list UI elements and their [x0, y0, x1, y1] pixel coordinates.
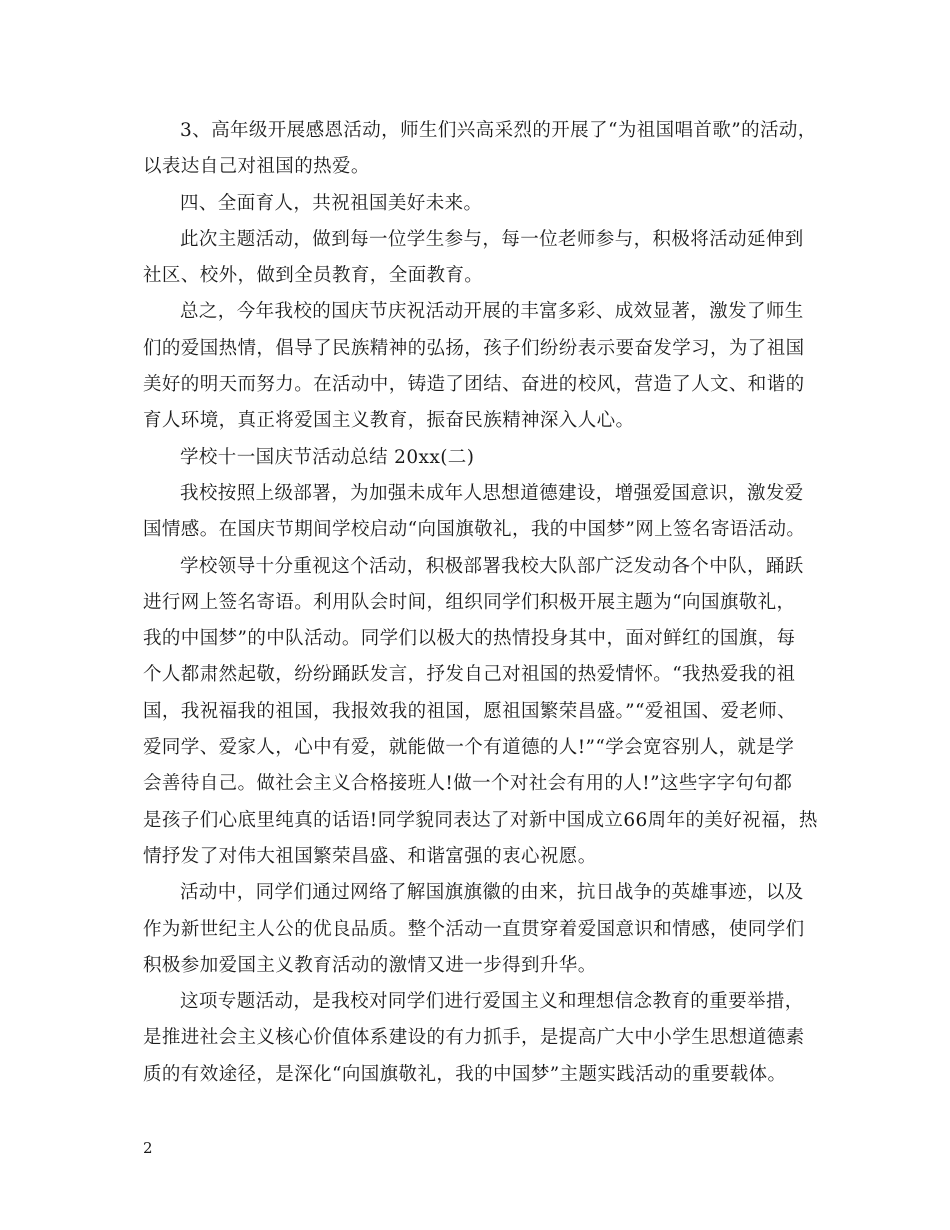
paragraph-line: 这项专题活动，是我校对同学们进行爱国主义和理想信念教育的重要举措，	[180, 991, 804, 1013]
paragraph-line: 们的爱国热情，倡导了民族精神的弘扬，孩子们纷纷表示要奋发学习，为了祖国	[143, 337, 805, 359]
paragraph-line: 我校按照上级部署，为加强未成年人思想道德建设，增强爱国意识，激发爱	[180, 482, 804, 504]
paragraph-line: 进行网上签名寄语。利用队会时间，组织同学们积极开展主题为“向国旗敬礼，	[143, 591, 796, 613]
page-number: 2	[143, 1139, 153, 1157]
paragraph-line: 是推进社会主义核心价值体系建设的有力抓手，是提高广大中小学生思想道德素	[143, 1027, 805, 1049]
paragraph-line: 会善待自己。做社会主义合格接班人!做一个对社会有用的人!”这些字字句句都	[143, 773, 793, 795]
paragraph-line: 育人环境，真正将爱国主义教育，振奋民族精神深入人心。	[143, 410, 635, 432]
paragraph-line: 以表达自己对祖国的热爱。	[143, 156, 370, 178]
paragraph-line: 此次主题活动，做到每一位学生参与，每一位老师参与，积极将活动延伸到	[180, 228, 804, 250]
paragraph-line: 四、全面育人，共祝祖国美好未来。	[180, 192, 483, 214]
paragraph	[143, 294, 811, 439]
document-body	[143, 113, 818, 1093]
paragraph	[143, 984, 811, 1093]
paragraph-line: 积极参加爱国主义教育活动的激情又进一步得到升华。	[143, 954, 597, 976]
paragraph	[143, 186, 811, 222]
paragraph-line: 学校十一国庆节活动总结 20xx(二)	[180, 446, 475, 468]
paragraph-line: 美好的明天而努力。在活动中，铸造了团结、奋进的校风，营造了人文、和谐的	[143, 374, 805, 396]
paragraph	[143, 440, 811, 476]
paragraph-line: 活动中，同学们通过网络了解国旗旗徽的由来，抗日战争的英雄事迹，以及	[180, 882, 804, 904]
paragraph	[143, 875, 811, 984]
paragraph-line: 是孩子们心底里纯真的话语!同学貌同表达了对新中国成立66周年的美好祝福，热	[143, 809, 818, 831]
paragraph-line: 我的中国梦”的中队活动。同学们以极大的热情投身其中，面对鲜红的国旗，每	[143, 628, 796, 650]
paragraph-line: 社区、校外，做到全员教育，全面教育。	[143, 265, 484, 287]
paragraph-line: 作为新世纪主人公的优良品质。整个活动一直贯穿着爱国意识和情感，使同学们	[143, 918, 805, 940]
paragraph	[143, 476, 811, 549]
paragraph-line: 情抒发了对伟大祖国繁荣昌盛、和谐富强的衷心祝愿。	[143, 845, 597, 867]
paragraph-line: 3、高年级开展感恩活动，师生们兴高采烈的开展了“为祖国唱首歌”的活动，	[180, 120, 817, 141]
paragraph-line: 个人都肃然起敬，纷纷踊跃发言，抒发自己对祖国的热爱情怀。“我热爱我的祖	[143, 664, 796, 686]
paragraph-line: 总之，今年我校的国庆节庆祝活动开展的丰富多彩、成效显著，激发了师生	[180, 301, 804, 323]
paragraph-line: 爱同学、爱家人，心中有爱，就能做一个有道德的人!”“学会宽容别人，就是学	[143, 737, 795, 759]
paragraph	[143, 222, 811, 295]
paragraph	[143, 549, 818, 876]
paragraph-line: 质的有效途径，是深化“向国旗敬礼，我的中国梦”主题实践活动的重要载体。	[143, 1063, 787, 1085]
paragraph-line: 学校领导十分重视这个活动，积极部署我校大队部广泛发动各个中队，踊跃	[180, 555, 804, 577]
paragraph	[143, 113, 817, 186]
paragraph-line: 国情感。在国庆节期间学校启动“向国旗敬礼，我的中国梦”网上签名寄语活动。	[143, 519, 806, 541]
paragraph-line: 国，我祝福我的祖国，我报效我的祖国，愿祖国繁荣昌盛。”“爱祖国、爱老师、	[143, 700, 797, 722]
